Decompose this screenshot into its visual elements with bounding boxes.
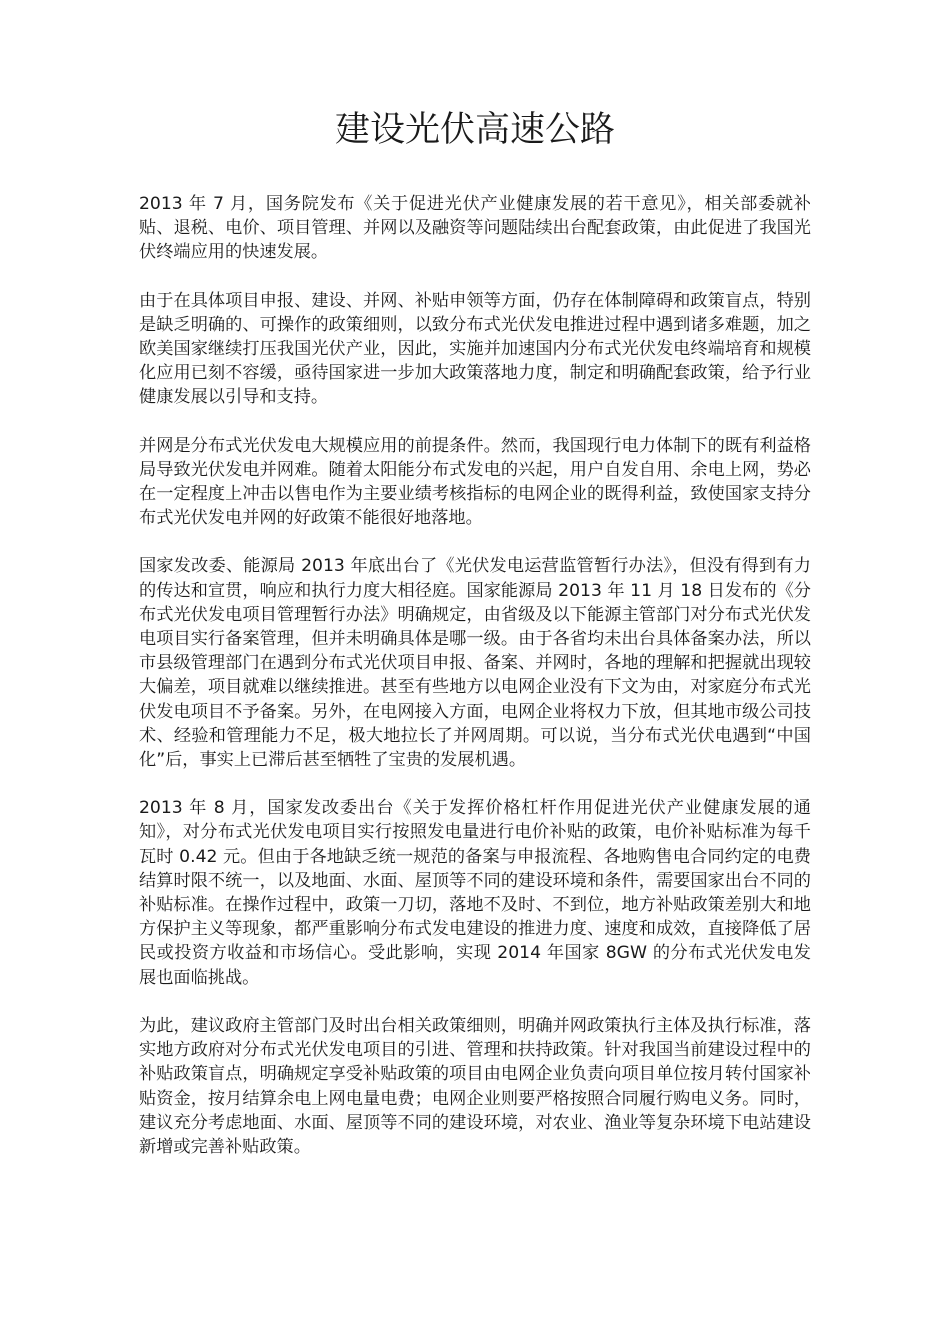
document-title: 建设光伏高速公路 [334,110,615,150]
paragraph-4: 国家发改委、能源局 2013 年底出台了《光伏发电运营监管暂行办法》，但没有得到有力的传达和宣贯，响应和执行力度大相径庭。国家能源局 2013 年 11 月 18 日发布的《分布式光伏发电项目管理暂行办法》明确规定，由省级及以下能源主管部门对分布式光伏发电项目实行备案管理，但并未明确具体是哪一级。由于各省均未出台具体备案办法，所以市县级管理部门在遇到分布式光伏项目申报、备案、并网时，各地的理解和把握就出现较大偏差，项目就难以继续推进。甚至有些地方以电网企业没有下文为由，对家庭分布式光伏发电项目不予备案。另外，在电网接入方面，电网企业将权力下放，但其地市级公司技术、经验和管理能力不足，极大地拉长了并网周期。可以说，当分布式光伏电遇到“中国化”后，事实上已滞后甚至牺牲了宝贵的发展机遇。 [139,556,811,771]
document-body [139,192,811,1183]
paragraph-2: 由于在具体项目申报、建设、并网、补贴申领等方面，仍存在体制障碍和政策盲点，特别是缺乏明确的、可操作的政策细则，以致分布式光伏发电推进过程中遇到诸多难题，加之欧美国家继续打压我国光伏产业，因此，实施并加速国内分布式光伏发电终端培育和规模化应用已刻不容缓，亟待国家进一步加大政策落地力度，制定和明确配套政策，给予行业健康发展以引导和支持。 [139,290,811,408]
paragraph-6: 为此，建议政府主管部门及时出台相关政策细则，明确并网政策执行主体及执行标准，落实地方政府对分布式光伏发电项目的引进、管理和扶持政策。针对我国当前建设过程中的补贴政策盲点，明确规定享受补贴政策的项目由电网企业负责向项目单位按月转付国家补贴资金，按月结算余电上网电量电费；电网企业则要严格按照合同履行购电义务。同时，建议充分考虑地面、水面、屋顶等不同的建设环境，对农业、渔业等复杂环境下电站建设新增或完善补贴政策。 [139,1015,811,1157]
paragraph-5: 2013 年 8 月，国家发改委出台《关于发挥价格杠杆作用促进光伏产业健康发展的通知》，对分布式光伏发电项目实行按照发电量进行电价补贴的政策，电价补贴标准为每千瓦时 0.42 元。但由于各地缺乏统一规范的备案与申报流程、各地购售电合同约定的电费结算时限不统一，以及地面、水面、屋顶等不同的建设环境和条件，需要国家出台不同的补贴标准。在操作过程中，政策一刀切，落地不及时、不到位，地方补贴政策差别大和地方保护主义等现象，都严重影响分布式发电建设的推进力度、速度和成效，直接降低了居民或投资方收益和市场信心。受此影响，实现 2014 年国家 8GW 的分布式光伏发电发展也面临挑战。 [139,798,811,988]
paragraph-3: 并网是分布式光伏发电大规模应用的前提条件。然而，我国现行电力体制下的既有利益格局导致光伏发电并网难。随着太阳能分布式发电的兴起，用户自发自用、余电上网，势必在一定程度上冲击以售电作为主要业绩考核指标的电网企业的既得利益，致使国家支持分布式光伏发电并网的好政策不能很好地落地。 [139,435,811,529]
paragraph-1: 2013 年 7 月，国务院发布《关于促进光伏产业健康发展的若干意见》，相关部委就补贴、退税、电价、项目管理、并网以及融资等问题陆续出台配套政策，由此促进了我国光伏终端应用的快速发展。 [139,194,811,263]
